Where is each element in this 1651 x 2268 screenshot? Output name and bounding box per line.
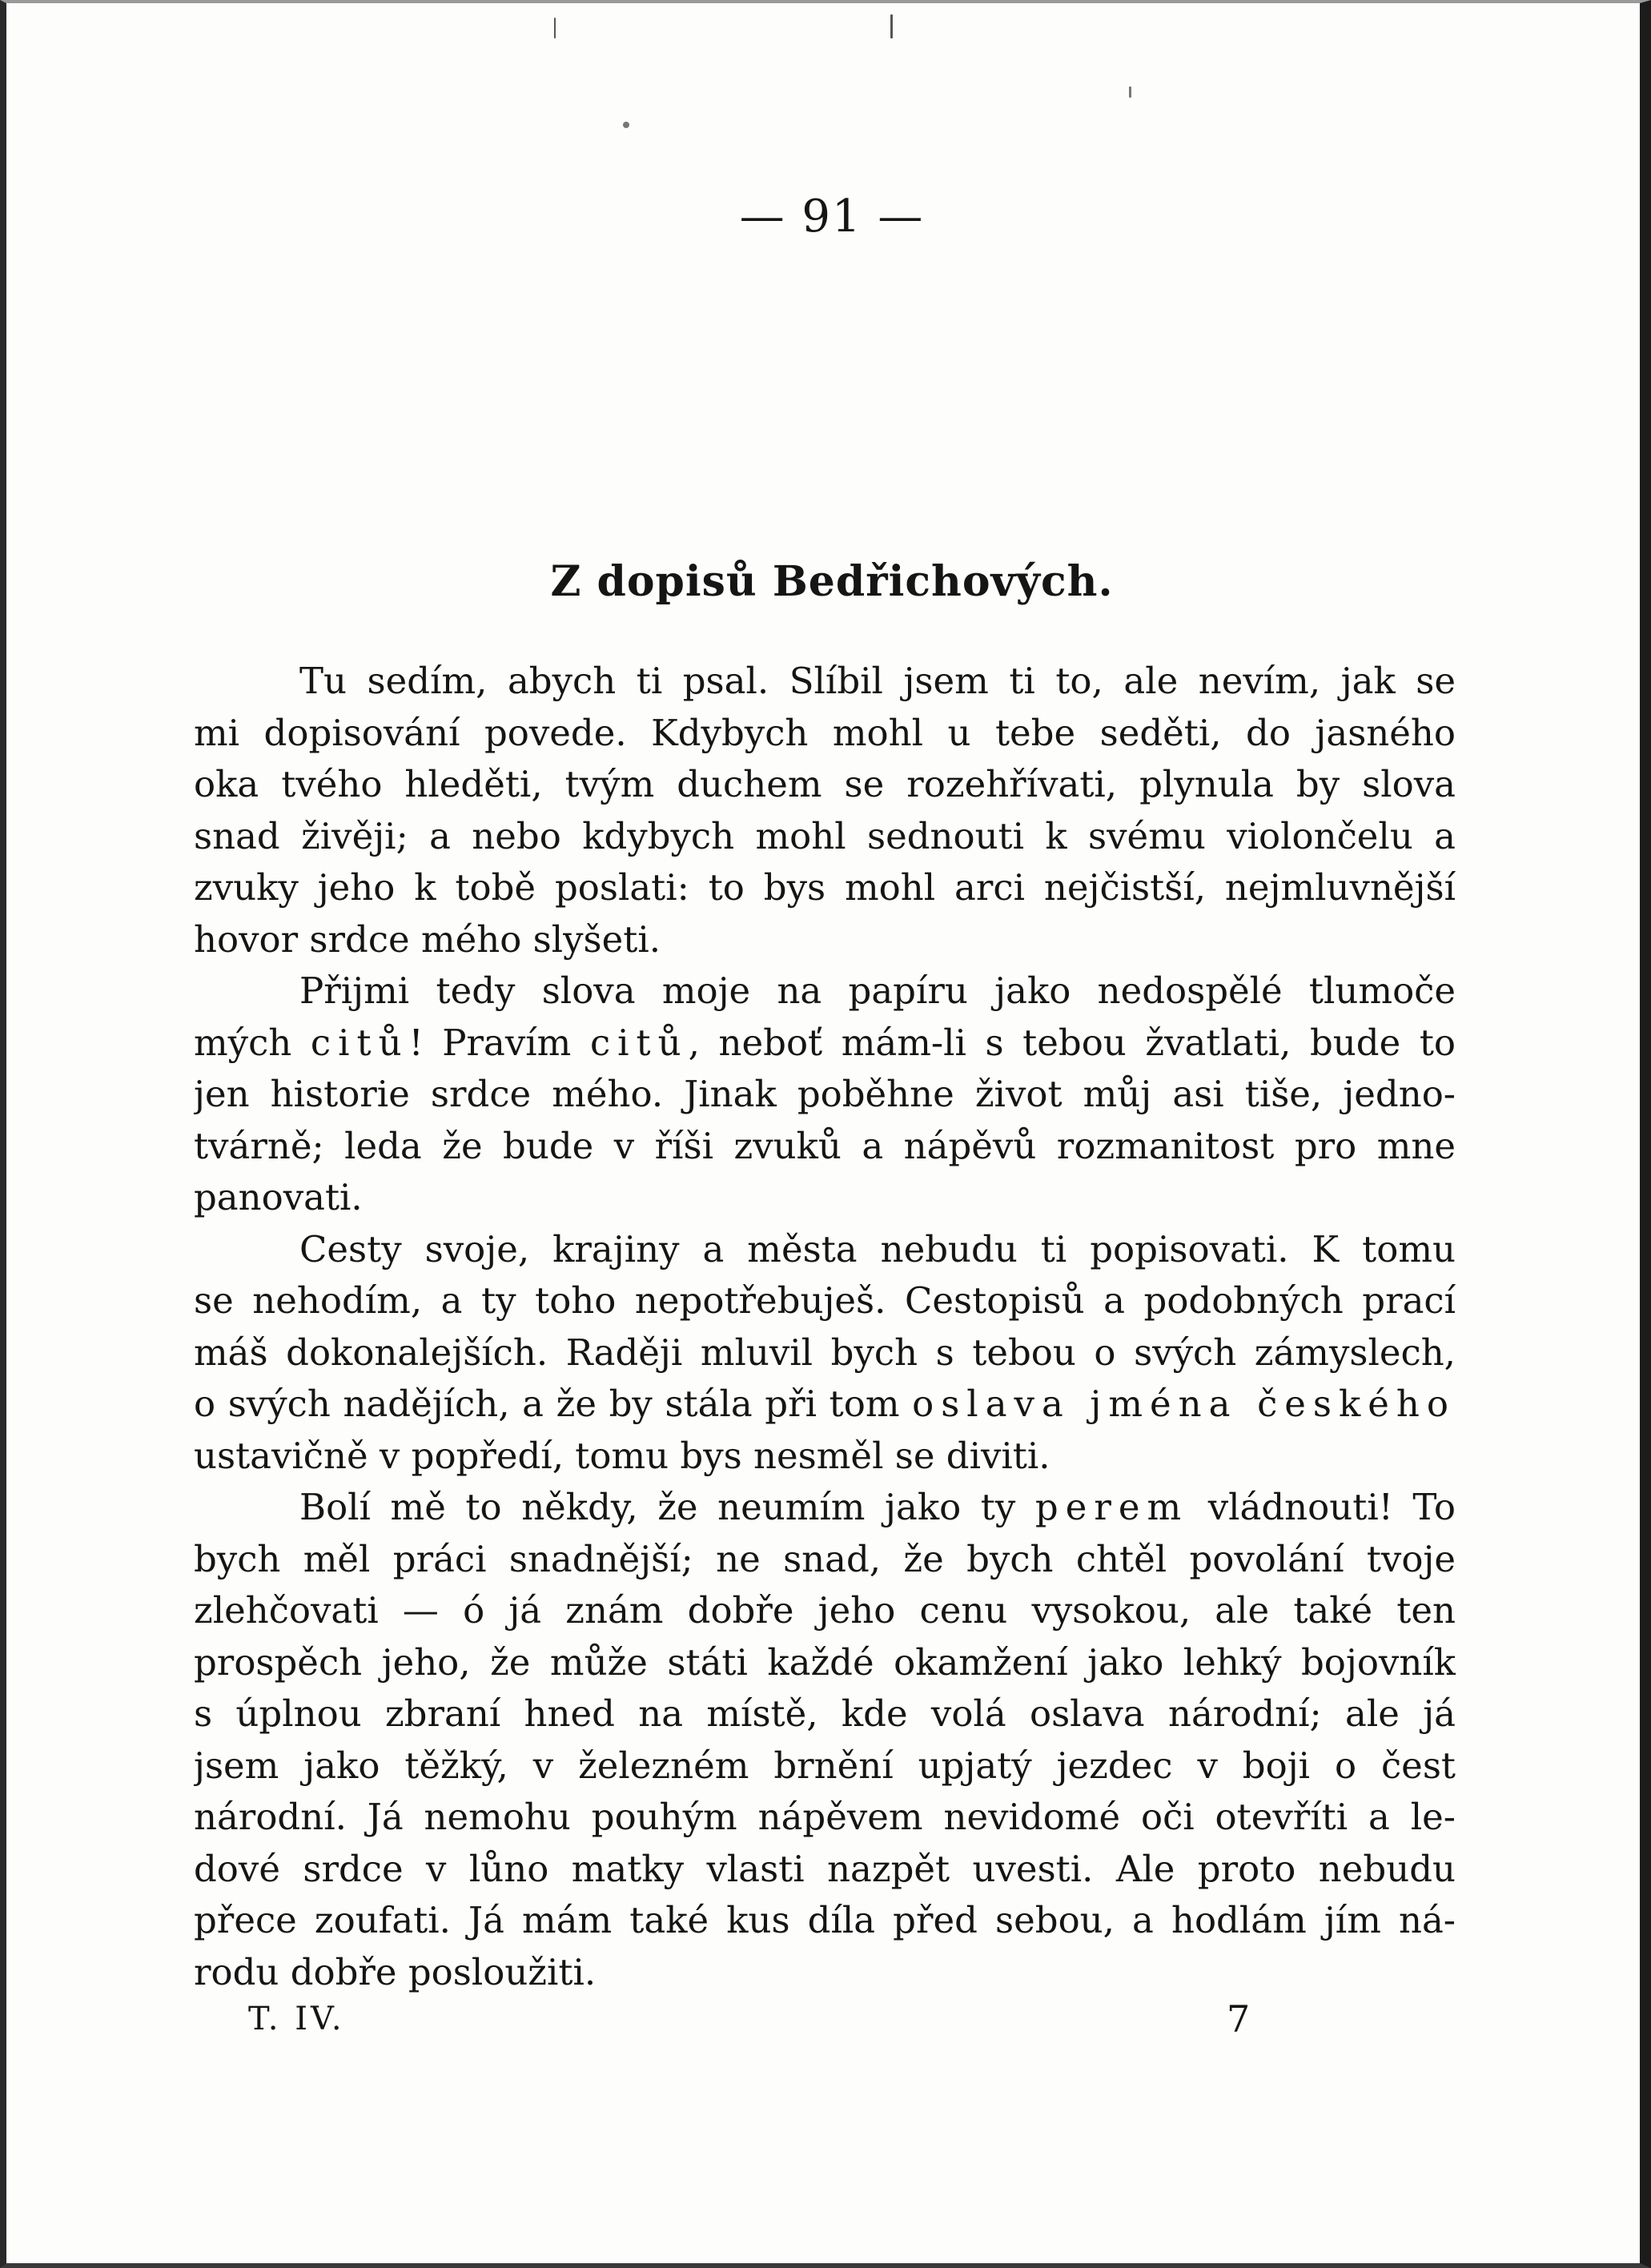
signature-mark: T. IV. bbox=[248, 2001, 345, 2037]
text-line bbox=[194, 1482, 1456, 1534]
text-line: hovor srdce mého slyšeti. bbox=[194, 917, 661, 961]
text-line: přece zoufati. Já mám také kus díla před sebou, a hodlám jím ná- bbox=[194, 1899, 1456, 1941]
text-run: , neboť mám-li s tebou žvatlati, bude to bbox=[688, 1021, 1456, 1064]
text-line: oka tvého hleděti, tvým duchem se rozehřívati, plynula by slova bbox=[194, 763, 1456, 805]
text-line: národní. Já nemohu pouhým nápěvem nevidomé oči otevříti a le- bbox=[194, 1796, 1456, 1838]
text-line: Přijmi tedy slova moje na papíru jako nedospělé tlumoče bbox=[299, 969, 1456, 1012]
scan-speck bbox=[554, 18, 556, 38]
sheet-number: 7 bbox=[1227, 1997, 1251, 2041]
text-line: dové srdce v lůno matky vlasti nazpět uvesti. Ale proto nebudu bbox=[194, 1847, 1456, 1890]
emphasis-spaced: citů bbox=[589, 1021, 689, 1064]
text-line: máš dokonalejších. Raději mluvil bych s tebou o svých zámyslech, bbox=[194, 1331, 1456, 1374]
text-line: Tu sedím, abych ti psal. Slíbil jsem ti to, ale nevím, jak se bbox=[299, 660, 1456, 702]
text-line: jen historie srdce mého. Jinak poběhne život můj asi tiše, jedno- bbox=[194, 1073, 1456, 1115]
text-line bbox=[194, 1379, 1456, 1431]
text-line: bych měl práci snadnější; ne snad, že bych chtěl povolání tvoje bbox=[194, 1537, 1456, 1580]
body-text bbox=[194, 656, 1456, 1998]
text-line: prospěch jeho, že může státi každé okamžení jako lehký bojovník bbox=[194, 1640, 1456, 1684]
text-line: jsem jako těžký, v železném brnění upjatý jezdec v boji o čest bbox=[194, 1744, 1456, 1787]
text-line: snad živěji; a nebo kdybych mohl sednouti k svému violončelu a bbox=[194, 814, 1456, 857]
scan-speck bbox=[1129, 86, 1131, 98]
text-run: vládnouti! To bbox=[1188, 1486, 1456, 1528]
text-line: Cesty svoje, krajiny a města nebudu ti popisovati. K tomu bbox=[299, 1227, 1456, 1270]
text-line: s úplnou zbraní hned na místě, kde volá oslava národní; ale já bbox=[194, 1692, 1456, 1735]
text-line: panovati. bbox=[194, 1176, 363, 1218]
scan-speck bbox=[890, 14, 893, 38]
text-line: mi dopisování povede. Kdybych mohl u tebe seděti, do jasného bbox=[194, 711, 1456, 754]
text-line: rodu dobře posloužiti. bbox=[194, 1950, 597, 1993]
text-line: zlehčovati — ó já znám dobře jeho cenu vysokou, ale také ten bbox=[194, 1589, 1456, 1632]
text-run: ! Pravím bbox=[408, 1021, 590, 1064]
text-line: zvuky jeho k tobě poslati: to bys mohl arci nejčistší, nejmluvnější bbox=[194, 866, 1456, 909]
text-run: Bolí mě to někdy, že neumím jako ty bbox=[299, 1486, 1035, 1528]
emphasis-spaced: citů bbox=[310, 1021, 409, 1064]
scan-speck bbox=[623, 122, 629, 128]
emphasis-spaced: oslava jména českého bbox=[912, 1383, 1456, 1425]
text-run: o svých nadějích, a že by stála při tom bbox=[194, 1383, 913, 1425]
emphasis-spaced: perem bbox=[1034, 1486, 1189, 1528]
text-line bbox=[194, 1018, 1456, 1070]
chapter-heading: Z dopisů Bedřichových. bbox=[550, 557, 1114, 606]
page-number: — 91 — bbox=[739, 191, 925, 243]
text-line: ustavičně v popředí, tomu bys nesměl se diviti. bbox=[194, 1434, 1050, 1477]
text-line: tvárně; leda že bude v říši zvuků a nápěvů rozmanitost pro mne bbox=[194, 1124, 1456, 1167]
text-line: se nehodím, a ty toho nepotřebuješ. Cestopisů a podobných prací bbox=[194, 1279, 1456, 1322]
text-run: mých bbox=[194, 1021, 311, 1064]
